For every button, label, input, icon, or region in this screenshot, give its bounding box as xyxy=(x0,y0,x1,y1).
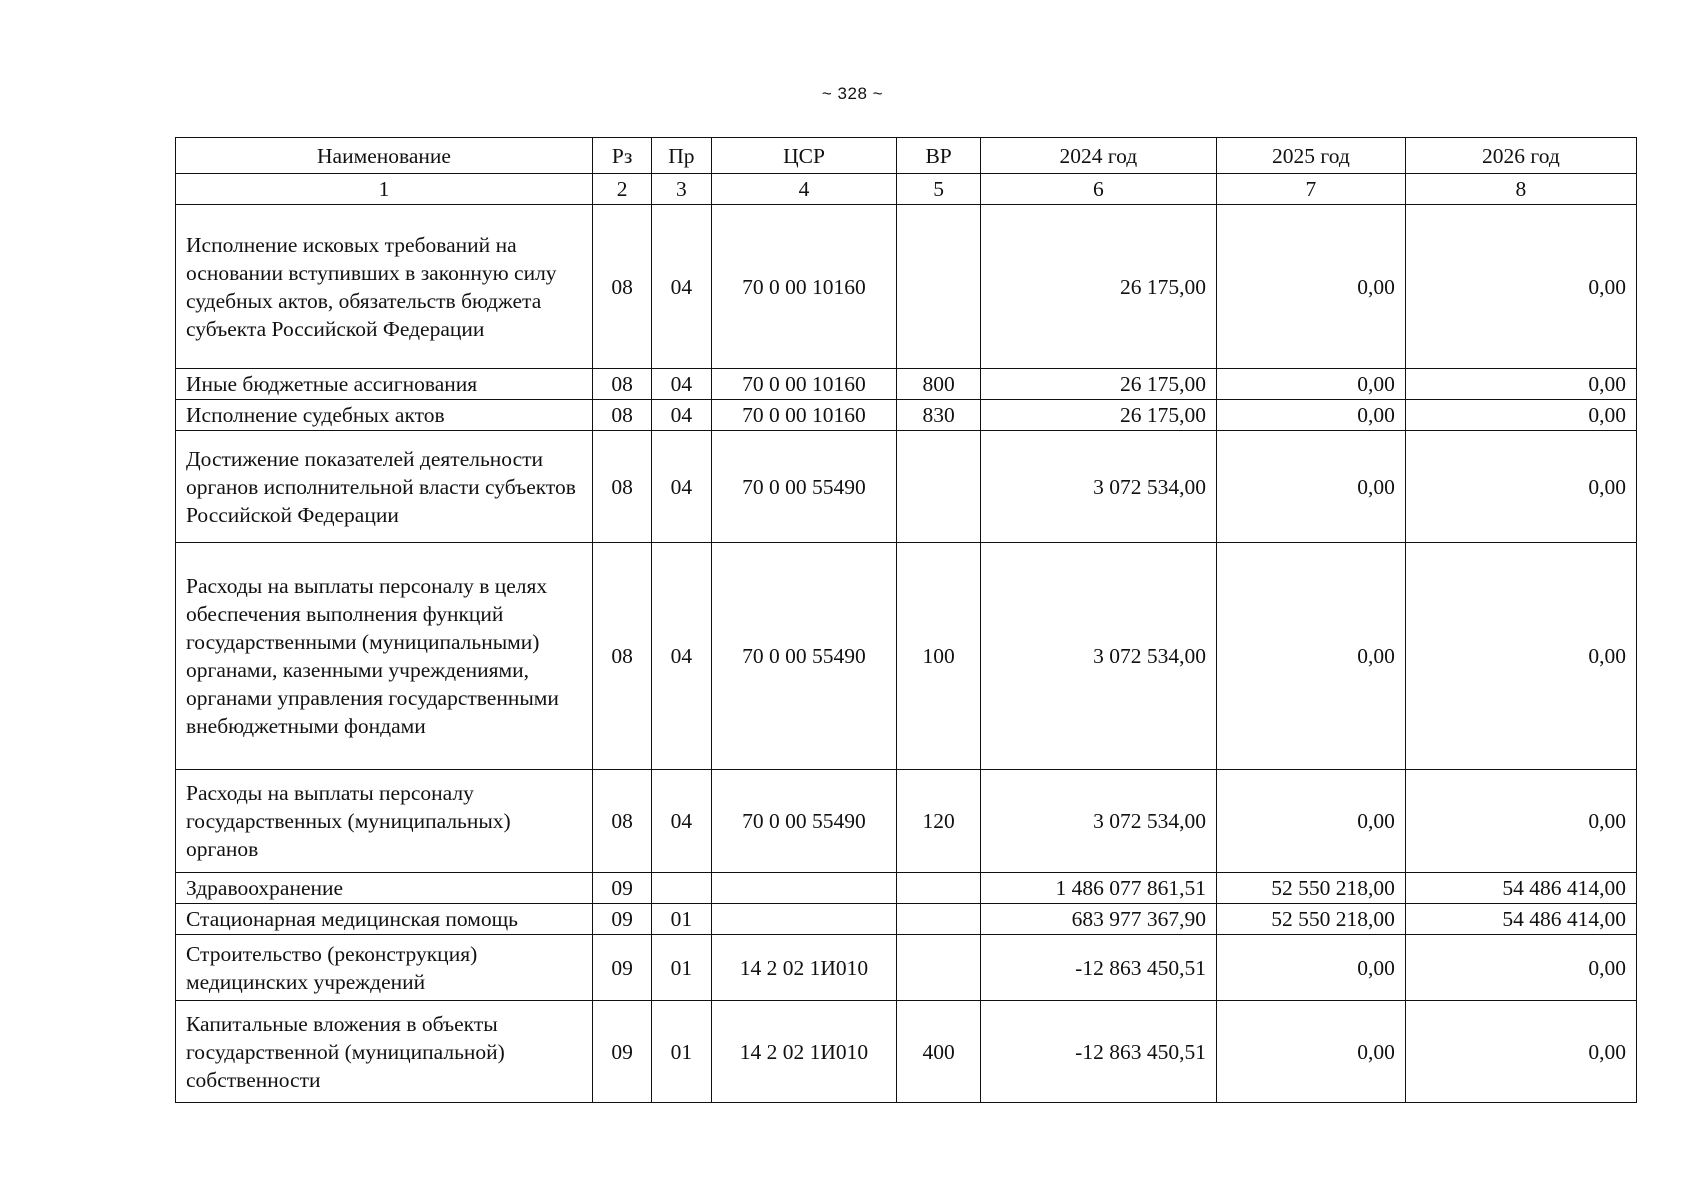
row-2026: 0,00 xyxy=(1405,369,1636,400)
row-name: Достижение показателей деятельности органов исполнительной власти субъектов Российской Федерации xyxy=(176,431,593,543)
table-row xyxy=(176,431,1637,543)
row-2024: -12 863 450,51 xyxy=(980,1001,1216,1103)
row-pr xyxy=(652,873,711,904)
page-number: ~ 328 ~ xyxy=(821,84,884,103)
row-2025: 0,00 xyxy=(1216,205,1405,369)
row-rz: 08 xyxy=(592,369,651,400)
row-rz: 08 xyxy=(592,205,651,369)
row-2026: 54 486 414,00 xyxy=(1405,873,1636,904)
row-pr: 04 xyxy=(652,205,711,369)
row-vr: 100 xyxy=(897,543,980,770)
row-vr xyxy=(897,431,980,543)
row-pr: 04 xyxy=(652,770,711,873)
row-2024: 26 175,00 xyxy=(980,369,1216,400)
header-row xyxy=(176,138,1637,174)
row-2025: 0,00 xyxy=(1216,543,1405,770)
header-2026: 2026 год xyxy=(1405,138,1636,174)
column-number-row xyxy=(176,174,1637,205)
row-2025: 0,00 xyxy=(1216,431,1405,543)
row-name: Стационарная медицинская помощь xyxy=(176,904,593,935)
header-pr: Пр xyxy=(652,138,711,174)
column-number: 5 xyxy=(897,174,980,205)
row-2024: 26 175,00 xyxy=(980,205,1216,369)
row-rz: 08 xyxy=(592,543,651,770)
row-rz: 09 xyxy=(592,935,651,1001)
row-2026: 0,00 xyxy=(1405,543,1636,770)
row-csr: 14 2 02 1И010 xyxy=(711,935,897,1001)
row-pr: 04 xyxy=(652,431,711,543)
row-2026: 0,00 xyxy=(1405,1001,1636,1103)
row-rz: 09 xyxy=(592,904,651,935)
row-2024: 1 486 077 861,51 xyxy=(980,873,1216,904)
table-row xyxy=(176,935,1637,1001)
row-2025: 52 550 218,00 xyxy=(1216,873,1405,904)
row-2025: 0,00 xyxy=(1216,400,1405,431)
row-pr: 01 xyxy=(652,904,711,935)
row-2024: 3 072 534,00 xyxy=(980,543,1216,770)
row-2024: 683 977 367,90 xyxy=(980,904,1216,935)
row-2026: 0,00 xyxy=(1405,431,1636,543)
column-number: 6 xyxy=(980,174,1216,205)
row-2026: 0,00 xyxy=(1405,205,1636,369)
row-2026: 0,00 xyxy=(1405,935,1636,1001)
row-name: Расходы на выплаты персоналу в целях обеспечения выполнения функций государственными (муниципальными) органами, казенными учреждениями, органами управления государственными внебюджетными фондами xyxy=(176,543,593,770)
header-2024: 2024 год xyxy=(980,138,1216,174)
row-pr: 01 xyxy=(652,1001,711,1103)
row-csr xyxy=(711,904,897,935)
row-2025: 0,00 xyxy=(1216,935,1405,1001)
row-csr xyxy=(711,873,897,904)
column-number: 4 xyxy=(711,174,897,205)
row-pr: 04 xyxy=(652,369,711,400)
row-vr: 830 xyxy=(897,400,980,431)
column-number: 3 xyxy=(652,174,711,205)
row-csr: 70 0 00 10160 xyxy=(711,400,897,431)
row-name: Исполнение судебных актов xyxy=(176,400,593,431)
row-pr: 01 xyxy=(652,935,711,1001)
row-2024: 3 072 534,00 xyxy=(980,770,1216,873)
row-vr xyxy=(897,935,980,1001)
header-name: Наименование xyxy=(176,138,593,174)
table-row xyxy=(176,873,1637,904)
row-name: Иные бюджетные ассигнования xyxy=(176,369,593,400)
header-2025: 2025 год xyxy=(1216,138,1405,174)
row-name: Строительство (реконструкция) медицинских учреждений xyxy=(176,935,593,1001)
column-number: 2 xyxy=(592,174,651,205)
row-name: Здравоохранение xyxy=(176,873,593,904)
table-row xyxy=(176,400,1637,431)
table-row xyxy=(176,543,1637,770)
header-csr: ЦСР xyxy=(711,138,897,174)
row-2025: 52 550 218,00 xyxy=(1216,904,1405,935)
row-2026: 54 486 414,00 xyxy=(1405,904,1636,935)
row-2024: 3 072 534,00 xyxy=(980,431,1216,543)
header-rz: Рз xyxy=(592,138,651,174)
row-vr: 800 xyxy=(897,369,980,400)
row-pr: 04 xyxy=(652,543,711,770)
row-name: Капитальные вложения в объекты государственной (муниципальной) собственности xyxy=(176,1001,593,1103)
row-2025: 0,00 xyxy=(1216,1001,1405,1103)
row-csr: 70 0 00 55490 xyxy=(711,543,897,770)
row-2026: 0,00 xyxy=(1405,770,1636,873)
row-rz: 09 xyxy=(592,1001,651,1103)
column-number: 8 xyxy=(1405,174,1636,205)
table-row xyxy=(176,369,1637,400)
row-rz: 08 xyxy=(592,400,651,431)
row-rz: 08 xyxy=(592,431,651,543)
column-number: 1 xyxy=(176,174,593,205)
row-vr xyxy=(897,205,980,369)
row-rz: 08 xyxy=(592,770,651,873)
row-vr: 400 xyxy=(897,1001,980,1103)
table-row xyxy=(176,1001,1637,1103)
row-pr: 04 xyxy=(652,400,711,431)
row-vr xyxy=(897,904,980,935)
row-2025: 0,00 xyxy=(1216,770,1405,873)
table-row xyxy=(176,770,1637,873)
row-rz: 09 xyxy=(592,873,651,904)
column-number: 7 xyxy=(1216,174,1405,205)
row-2026: 0,00 xyxy=(1405,400,1636,431)
budget-table xyxy=(175,137,1637,1103)
row-csr: 70 0 00 55490 xyxy=(711,770,897,873)
row-vr xyxy=(897,873,980,904)
row-csr: 70 0 00 55490 xyxy=(711,431,897,543)
row-csr: 70 0 00 10160 xyxy=(711,369,897,400)
header-vr: ВР xyxy=(897,138,980,174)
row-csr: 70 0 00 10160 xyxy=(711,205,897,369)
table-row xyxy=(176,205,1637,369)
row-name: Исполнение исковых требований на основании вступивших в законную силу судебных актов, обязательств бюджета субъекта Российской Федерации xyxy=(176,205,593,369)
row-2024: 26 175,00 xyxy=(980,400,1216,431)
row-vr: 120 xyxy=(897,770,980,873)
row-2024: -12 863 450,51 xyxy=(980,935,1216,1001)
row-csr: 14 2 02 1И010 xyxy=(711,1001,897,1103)
table-row xyxy=(176,904,1637,935)
row-name: Расходы на выплаты персоналу государственных (муниципальных) органов xyxy=(176,770,593,873)
row-2025: 0,00 xyxy=(1216,369,1405,400)
